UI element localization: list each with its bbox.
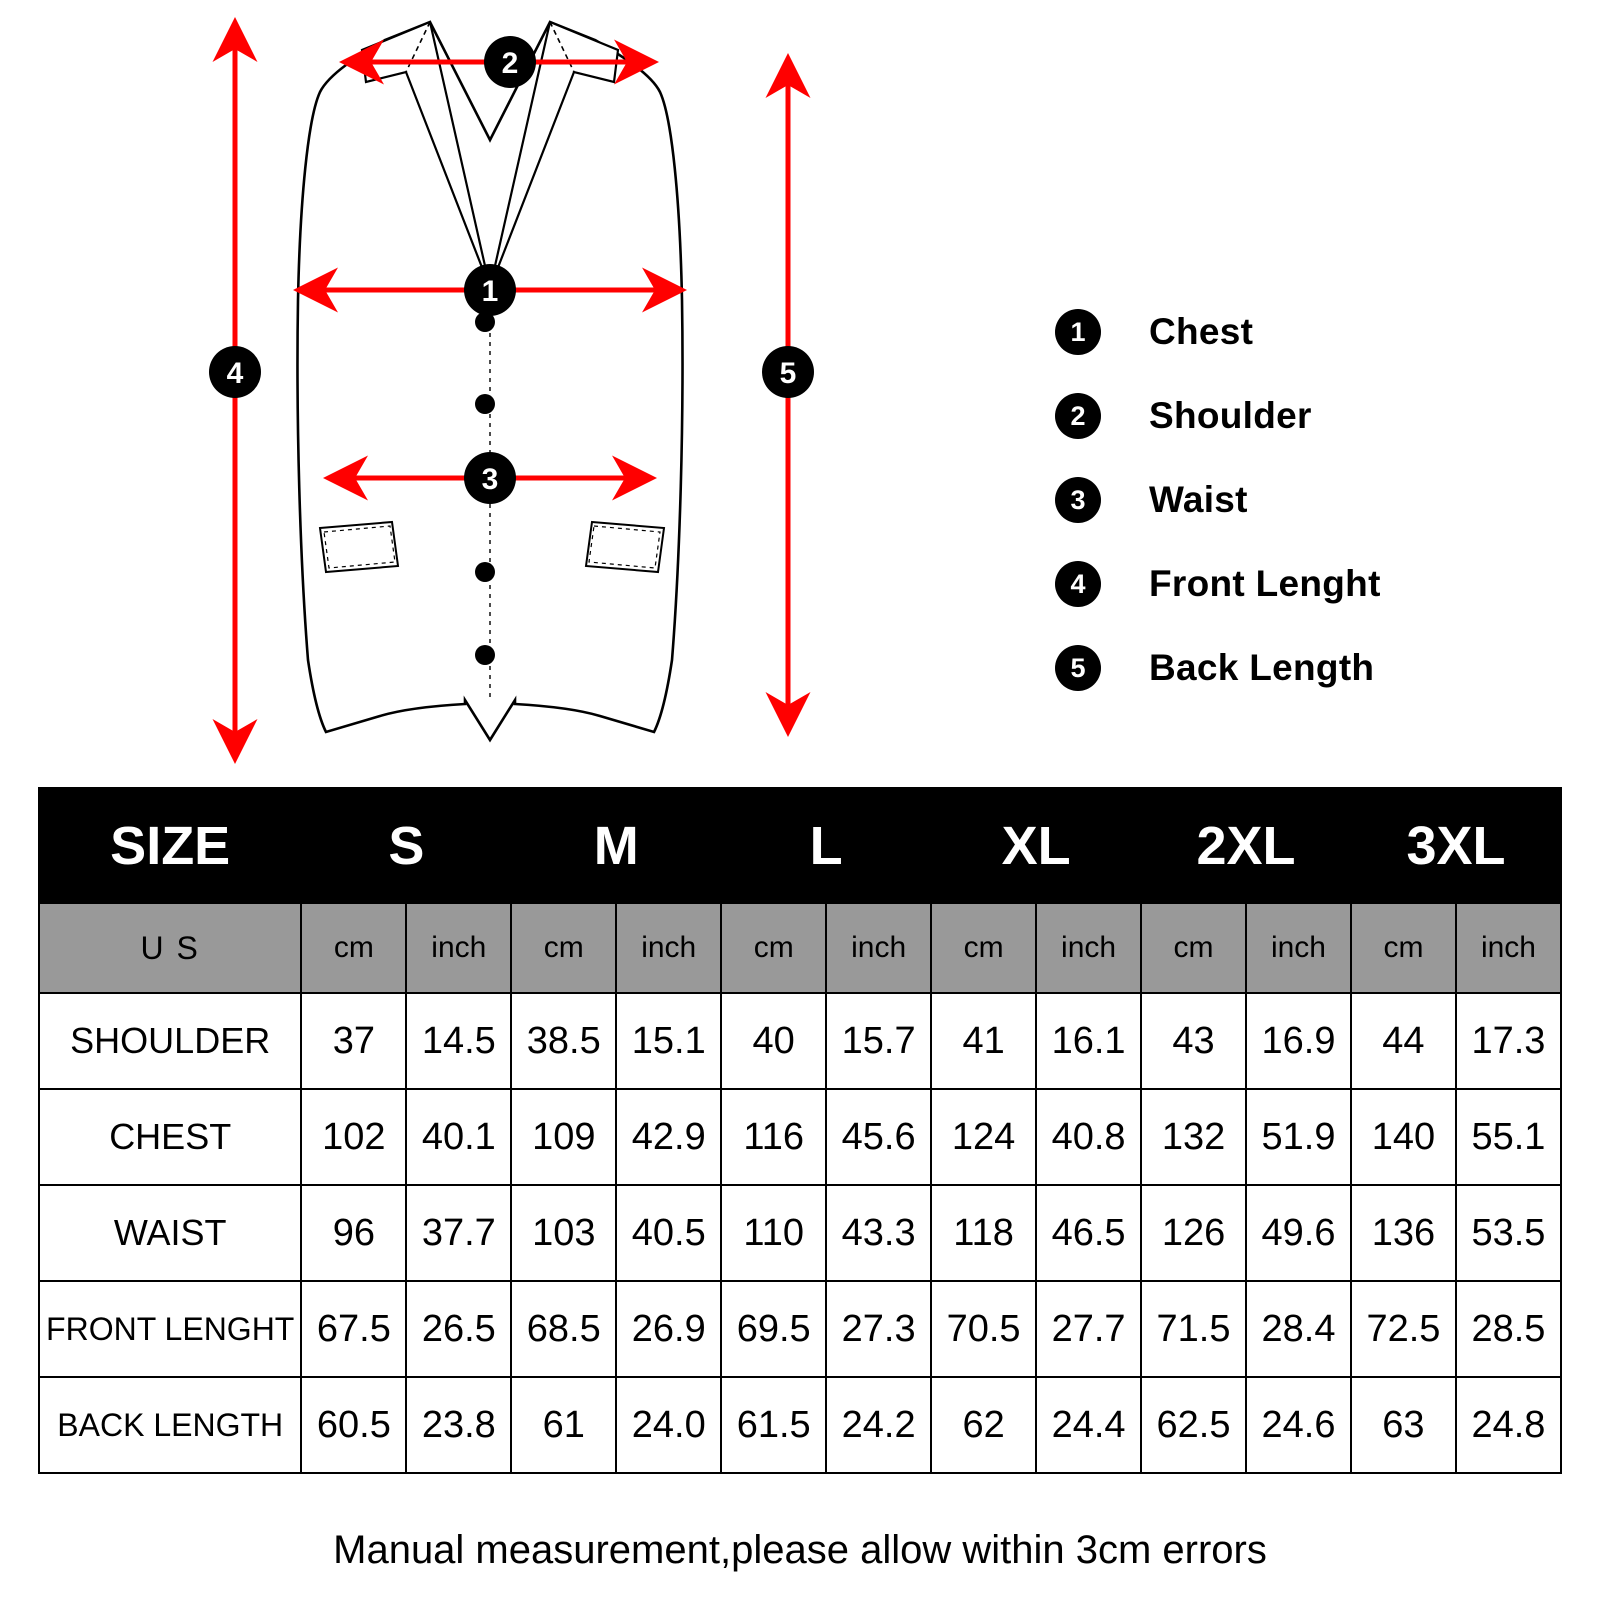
cell-shoulder-s-inch: 14.5 (406, 993, 511, 1089)
cell-front-s-inch: 26.5 (406, 1281, 511, 1377)
left-pocket (320, 522, 398, 572)
cell-waist-l-inch: 43.3 (826, 1185, 931, 1281)
cell-chest-2xl-cm: 132 (1141, 1089, 1246, 1185)
legend-label-chest: Chest (1149, 311, 1254, 352)
header-size-m: M (511, 788, 721, 903)
cell-back-2xl-cm: 62.5 (1141, 1377, 1246, 1473)
cell-shoulder-l-cm: 40 (721, 993, 826, 1089)
cell-back-l-cm: 61.5 (721, 1377, 826, 1473)
cell-shoulder-3xl-inch: 17.3 (1456, 993, 1561, 1089)
header-unit-inch-m: inch (616, 903, 721, 993)
cell-back-m-inch: 24.0 (616, 1377, 721, 1473)
header-size-3xl: 3XL (1351, 788, 1561, 903)
cell-waist-xl-inch: 46.5 (1036, 1185, 1141, 1281)
cell-chest-m-cm: 109 (511, 1089, 616, 1185)
legend-label-waist: Waist (1149, 479, 1248, 520)
cell-back-m-cm: 61 (511, 1377, 616, 1473)
row-label-back-length: BACK LENGTH (39, 1377, 301, 1473)
cell-front-l-inch: 27.3 (826, 1281, 931, 1377)
cell-shoulder-m-inch: 15.1 (616, 993, 721, 1089)
table-row (39, 993, 1561, 1089)
cell-shoulder-l-inch: 15.7 (826, 993, 931, 1089)
cell-chest-3xl-inch: 55.1 (1456, 1089, 1561, 1185)
cell-chest-m-inch: 42.9 (616, 1089, 721, 1185)
legend-item-back-length (1055, 626, 1575, 710)
cell-back-l-inch: 24.2 (826, 1377, 931, 1473)
cell-front-2xl-cm: 71.5 (1141, 1281, 1246, 1377)
header-size-l: L (721, 788, 931, 903)
header-unit-cm-m: cm (511, 903, 616, 993)
cell-front-xl-inch: 27.7 (1036, 1281, 1141, 1377)
diagram-marker-4 (209, 346, 261, 398)
table-row (39, 1281, 1561, 1377)
legend-badge-3: 3 (1055, 477, 1101, 523)
cell-waist-3xl-inch: 53.5 (1456, 1185, 1561, 1281)
table-row (39, 1377, 1561, 1473)
cell-waist-m-cm: 103 (511, 1185, 616, 1281)
right-pocket (586, 522, 664, 572)
cell-shoulder-xl-cm: 41 (931, 993, 1036, 1089)
header-unit-inch-xl: inch (1036, 903, 1141, 993)
cell-chest-l-cm: 116 (721, 1089, 826, 1185)
header-unit-cm-s: cm (301, 903, 406, 993)
legend-item-waist (1055, 458, 1575, 542)
cell-chest-s-cm: 102 (301, 1089, 406, 1185)
diagram-marker-3 (464, 452, 516, 504)
cell-waist-s-cm: 96 (301, 1185, 406, 1281)
header-unit-cm-2xl: cm (1141, 903, 1246, 993)
cell-waist-m-inch: 40.5 (616, 1185, 721, 1281)
header-unit-inch-l: inch (826, 903, 931, 993)
table-row (39, 1089, 1561, 1185)
cell-waist-l-cm: 110 (721, 1185, 826, 1281)
diagram-marker-1 (464, 264, 516, 316)
header-unit-inch-2xl: inch (1246, 903, 1351, 993)
measurement-note: Manual measurement,please allow within 3cm errors (333, 1528, 1267, 1572)
cell-shoulder-m-cm: 38.5 (511, 993, 616, 1089)
diagram-marker-3-label: 3 (481, 463, 499, 496)
cell-shoulder-xl-inch: 16.1 (1036, 993, 1141, 1089)
legend-item-chest (1055, 290, 1575, 374)
cell-front-m-inch: 26.9 (616, 1281, 721, 1377)
cell-shoulder-3xl-cm: 44 (1351, 993, 1456, 1089)
diagram-marker-5-label: 5 (779, 357, 797, 390)
diagram-marker-5 (762, 346, 814, 398)
cell-front-m-cm: 68.5 (511, 1281, 616, 1377)
cell-chest-2xl-inch: 51.9 (1246, 1089, 1351, 1185)
cell-back-s-inch: 23.8 (406, 1377, 511, 1473)
legend-badge-1: 1 (1055, 309, 1101, 355)
header-size-label: SIZE (39, 788, 301, 903)
header-unit-cm-l: cm (721, 903, 826, 993)
cell-chest-s-inch: 40.1 (406, 1089, 511, 1185)
cell-shoulder-s-cm: 37 (301, 993, 406, 1089)
legend-badge-5: 5 (1055, 645, 1101, 691)
cell-chest-xl-cm: 124 (931, 1089, 1036, 1185)
cell-waist-s-inch: 37.7 (406, 1185, 511, 1281)
cell-front-xl-cm: 70.5 (931, 1281, 1036, 1377)
cell-front-l-cm: 69.5 (721, 1281, 826, 1377)
header-size-xl: XL (931, 788, 1141, 903)
cell-chest-l-inch: 45.6 (826, 1089, 931, 1185)
cell-front-3xl-inch: 28.5 (1456, 1281, 1561, 1377)
cell-front-s-cm: 67.5 (301, 1281, 406, 1377)
legend-label-front-length: Front Lenght (1149, 563, 1381, 604)
cell-back-2xl-inch: 24.6 (1246, 1377, 1351, 1473)
header-unit-inch-3xl: inch (1456, 903, 1561, 993)
row-label-chest: CHEST (39, 1089, 301, 1185)
header-size-s: S (301, 788, 511, 903)
header-unit-cm-xl: cm (931, 903, 1036, 993)
cell-back-3xl-inch: 24.8 (1456, 1377, 1561, 1473)
cell-shoulder-2xl-inch: 16.9 (1246, 993, 1351, 1089)
legend-badge-4: 4 (1055, 561, 1101, 607)
legend-badge-2: 2 (1055, 393, 1101, 439)
diagram-marker-2-label: 2 (501, 47, 519, 80)
header-us-label: U S (39, 903, 301, 993)
legend (1055, 290, 1575, 710)
row-label-shoulder: SHOULDER (39, 993, 301, 1089)
cell-front-2xl-inch: 28.4 (1246, 1281, 1351, 1377)
table-header-sizes (39, 788, 1561, 903)
header-size-2xl: 2XL (1141, 788, 1351, 903)
table-header-units (39, 903, 1561, 993)
cell-back-xl-inch: 24.4 (1036, 1377, 1141, 1473)
cell-waist-2xl-cm: 126 (1141, 1185, 1246, 1281)
size-chart-table (38, 787, 1562, 1474)
row-label-waist: WAIST (39, 1185, 301, 1281)
header-unit-inch-s: inch (406, 903, 511, 993)
legend-item-shoulder (1055, 374, 1575, 458)
table-row (39, 1185, 1561, 1281)
cell-chest-xl-inch: 40.8 (1036, 1089, 1141, 1185)
cell-chest-3xl-cm: 140 (1351, 1089, 1456, 1185)
cell-back-xl-cm: 62 (931, 1377, 1036, 1473)
cell-waist-3xl-cm: 136 (1351, 1185, 1456, 1281)
legend-label-shoulder: Shoulder (1149, 395, 1312, 436)
cell-waist-2xl-inch: 49.6 (1246, 1185, 1351, 1281)
legend-label-back-length: Back Length (1149, 647, 1375, 688)
row-label-front-lenght: FRONT LENGHT (39, 1281, 301, 1377)
diagram-marker-2 (484, 36, 536, 88)
header-unit-cm-3xl: cm (1351, 903, 1456, 993)
cell-front-3xl-cm: 72.5 (1351, 1281, 1456, 1377)
measurement-diagram (0, 0, 1600, 790)
cell-back-s-cm: 60.5 (301, 1377, 406, 1473)
diagram-marker-1-label: 1 (481, 275, 499, 308)
cell-back-3xl-cm: 63 (1351, 1377, 1456, 1473)
diagram-marker-4-label: 4 (226, 357, 244, 390)
legend-item-front-length (1055, 542, 1575, 626)
cell-waist-xl-cm: 118 (931, 1185, 1036, 1281)
vest-illustration (180, 0, 860, 790)
cell-shoulder-2xl-cm: 43 (1141, 993, 1246, 1089)
